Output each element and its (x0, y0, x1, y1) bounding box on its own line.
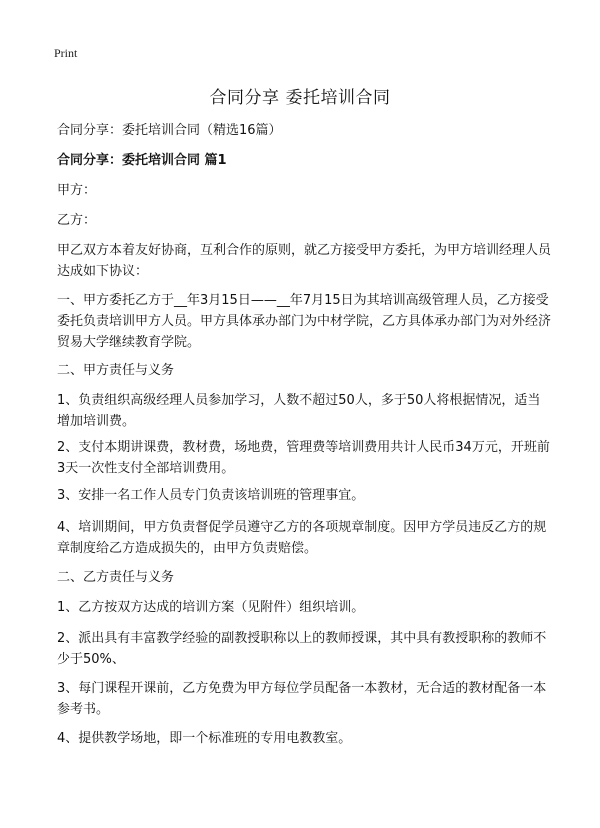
party-b-line: 乙方： (57, 213, 97, 228)
party-a-line: 甲方： (57, 183, 97, 198)
document-title: 合同分享 委托培训合同 (209, 88, 391, 108)
section-heading: 合同分享：委托培训合同 篇1 (57, 153, 227, 168)
document-subtitle: 合同分享：委托培训合同（精选16篇） (57, 123, 282, 138)
paragraph-intro: 甲乙双方本着友好协商，互利合作的原则，就乙方接受甲方委托，为甲方培训经理人员达成如下协议： (57, 243, 552, 279)
paragraph-b-duty-1: 1、乙方按双方达成的培训方案（见附件）组织培训。 (57, 600, 365, 615)
paragraph-a-duty-2: 2、支付本期讲课费，教材费，场地费，管理费等培训费用共计人民币34万元，开班前3天一次性支付全部培训费用。 (57, 440, 550, 476)
section-party-b-duties: 二、乙方责任与义务 (57, 570, 175, 585)
paragraph-a-duty-4: 4、培训期间，甲方负责督促学员遵守乙方的各项规章制度。因甲方学员违反乙方的规章制度给乙方造成损失的，由甲方负责赔偿。 (57, 520, 547, 556)
paragraph-b-duty-2: 2、派出具有丰富教学经验的副教授职称以上的教师授课，其中具有教授职称的教师不少于50%、 (57, 631, 547, 667)
print-label[interactable]: Print (54, 46, 78, 60)
paragraph-b-duty-4: 4、提供教学场地，即一个标准班的专用电教教室。 (57, 731, 352, 746)
paragraph-a-duty-1: 1、负责组织高级经理人员参加学习，人数不超过50人，多于50人将根据情况，适当增加培训费。 (57, 393, 541, 429)
section-party-a-duties: 二、甲方责任与义务 (57, 363, 175, 378)
paragraph-a-duty-3: 3、安排一名工作人员专门负责该培训班的管理事宜。 (57, 488, 365, 503)
paragraph-b-duty-3: 3、每门课程开课前，乙方免费为甲方每位学员配备一本教材，无合适的教材配备一本参考书。 (57, 681, 547, 717)
paragraph-clause-1: 一、甲方委托乙方于__年3月15日——__年7月15日为其培训高级管理人员，乙方接受委托负责培训甲方人员。甲方具体承办部门为中材学院，乙方具体承办部门为对外经济贸易大学继续教育学院。 (57, 293, 552, 350)
